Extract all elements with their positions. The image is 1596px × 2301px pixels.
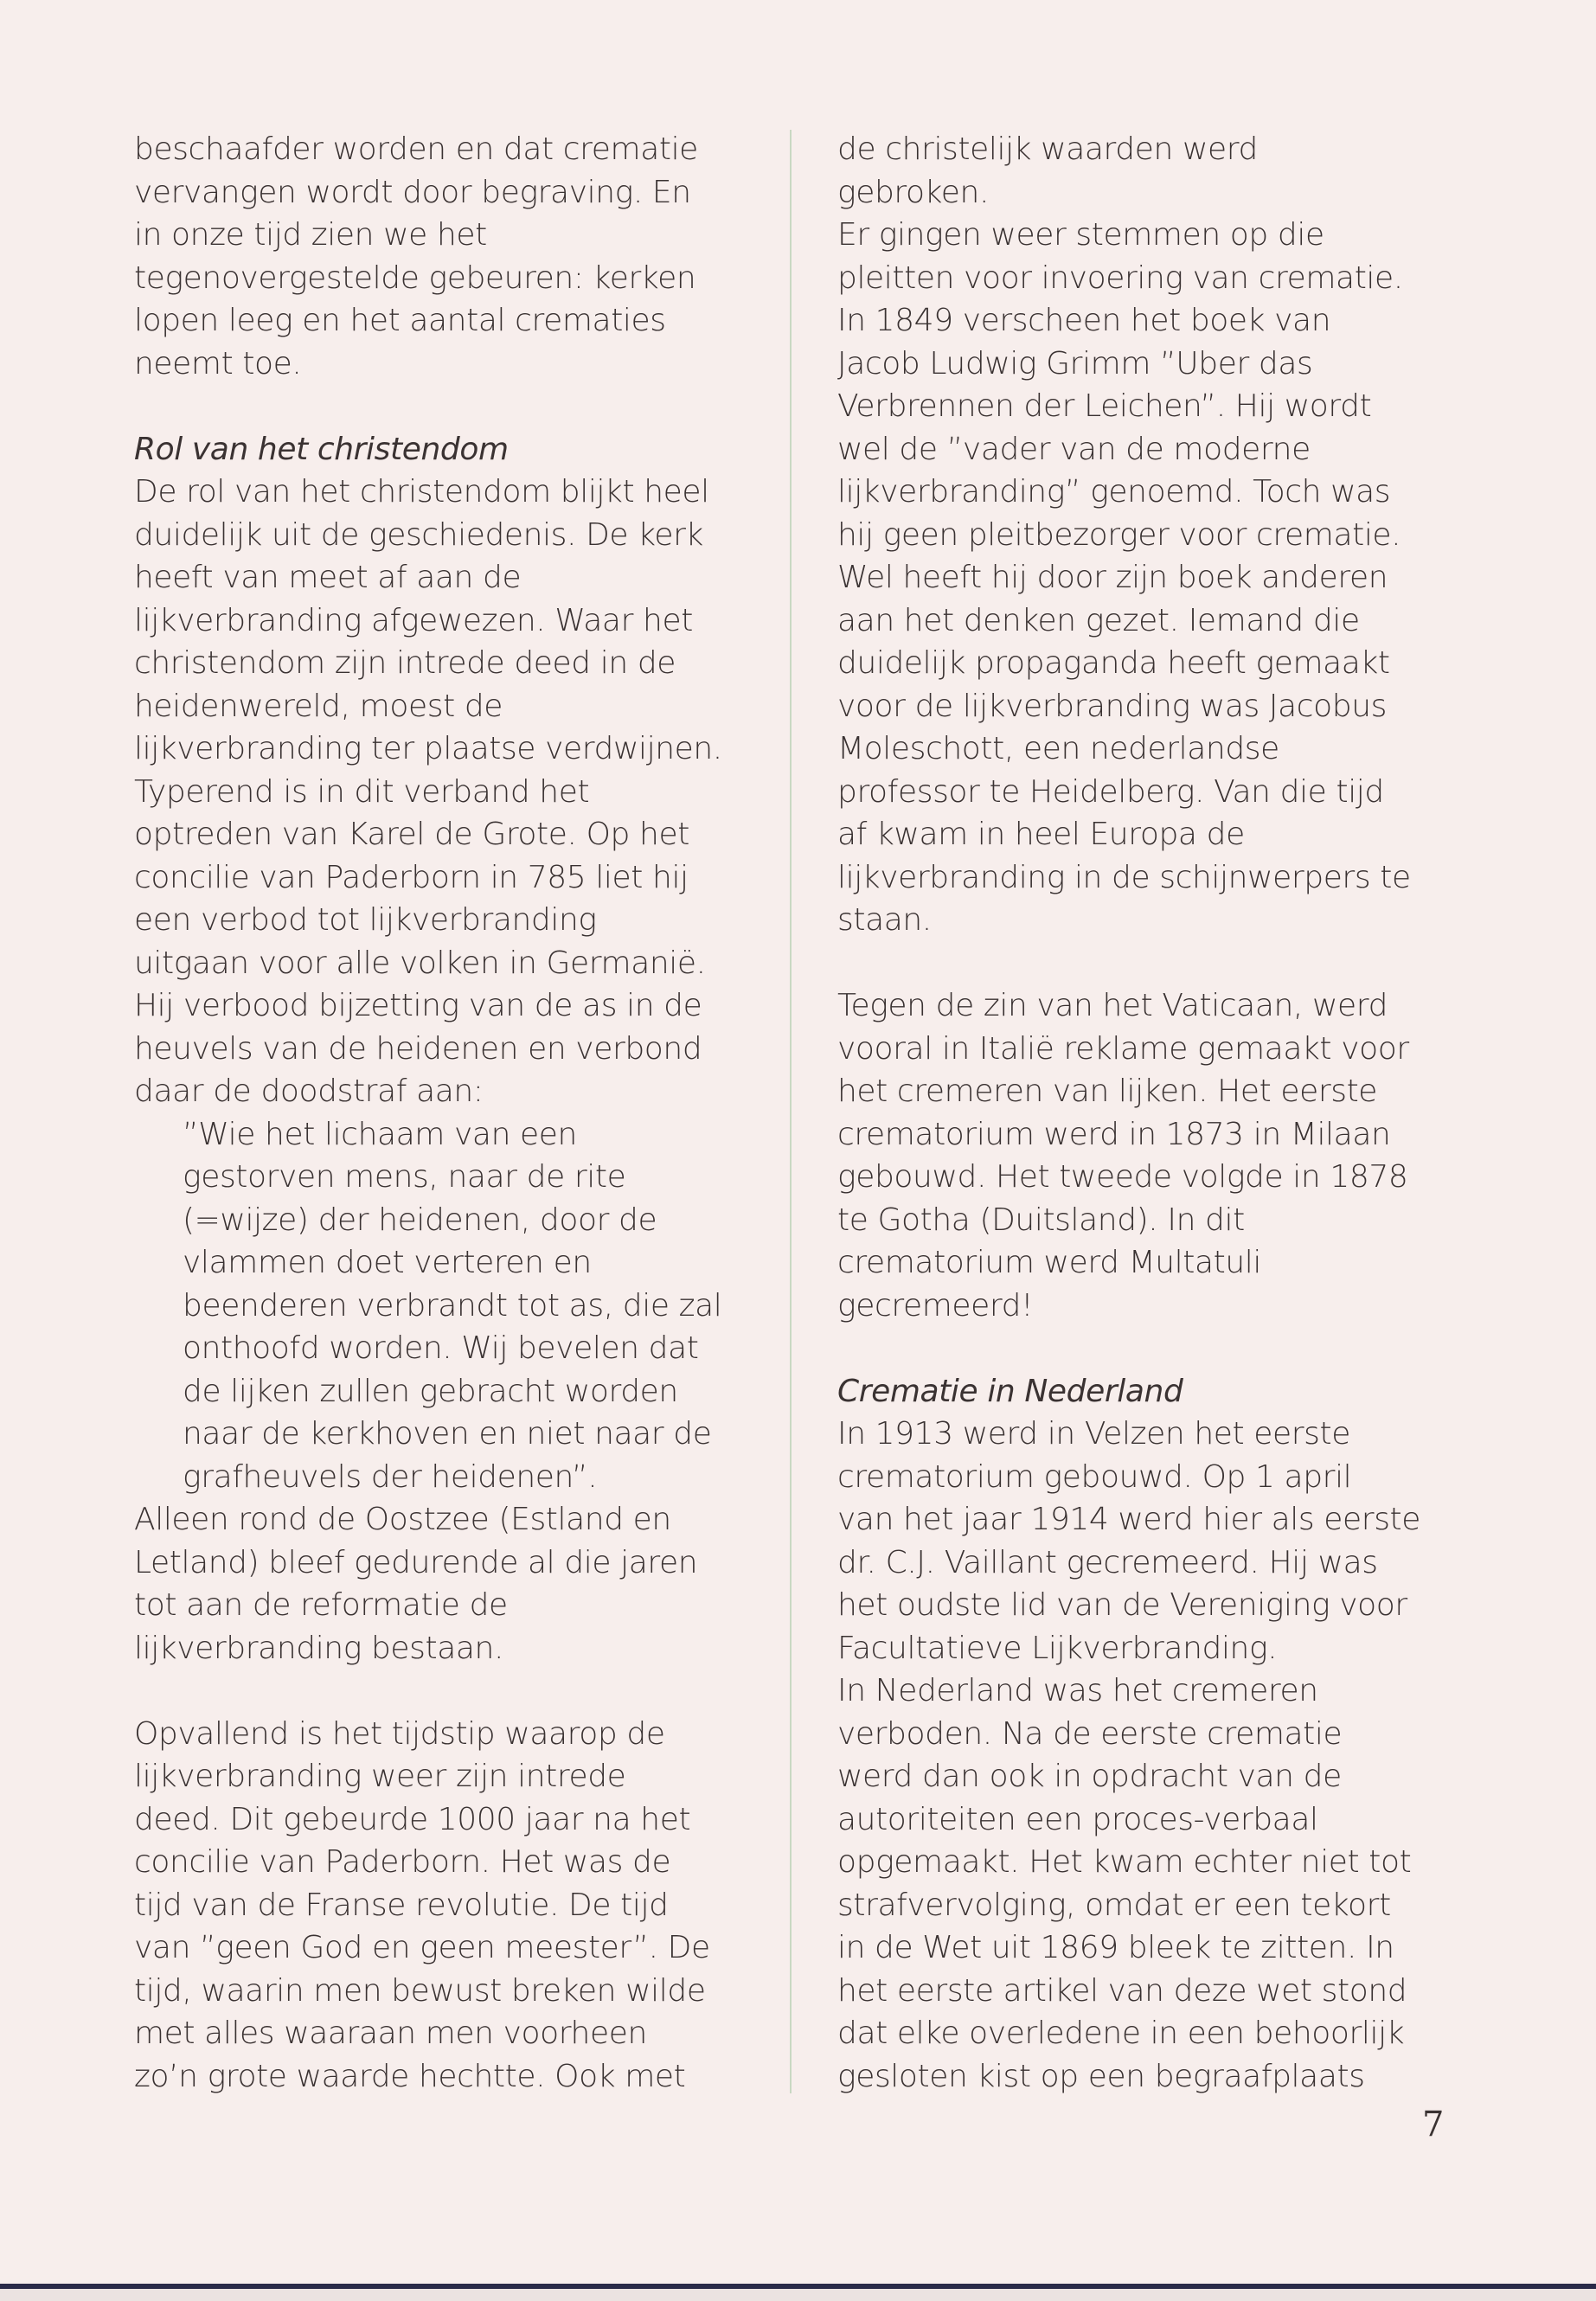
text-line: met alles waaraan men voorheen xyxy=(134,2016,647,2051)
text-line: concilie van Paderborn in 785 liet hij xyxy=(134,859,689,895)
text-line: in onze tijd zien we het xyxy=(134,217,487,253)
text-line: het eerste artikel van deze wet stond xyxy=(837,1972,1407,2009)
text-line: voor de lijkverbranding was Jacobus xyxy=(837,688,1388,724)
text-line: Wel heeft hij door zijn boek anderen xyxy=(837,560,1388,595)
text-line: Jacob Ludwig Grimm ”Uber das xyxy=(837,345,1313,381)
quote-line: onthoofd worden. Wij bevelen dat xyxy=(183,1330,699,1366)
quote-line: gestorven mens, naar de rite xyxy=(183,1159,626,1195)
paragraph-gap xyxy=(837,1327,1460,1370)
text-line: In Nederland was het cremeren xyxy=(837,1673,1318,1708)
text-line: gecremeerd! xyxy=(837,1287,1034,1324)
text-line: vooral in Italië reklame gemaakt voor xyxy=(837,1030,1409,1067)
text-line: Opvallend is het tijdstip waarop de xyxy=(134,1715,665,1752)
text-line: dr. C.J. Vaillant gecremeerd. Hij was xyxy=(837,1544,1378,1580)
text-line: Hij verbood bijzetting van de as in de xyxy=(134,988,702,1023)
text-line: crematorium gebouwd. Op 1 april xyxy=(837,1458,1352,1495)
section-heading: Rol van het christendom xyxy=(134,431,509,467)
bottom-edge-shadow xyxy=(0,2289,1596,2301)
text-line: daar de doodstraf aan: xyxy=(134,1074,484,1109)
text-line: autoriteiten een proces-verbaal xyxy=(837,1801,1318,1837)
text-line: opgemaakt. Het kwam echter niet tot xyxy=(837,1844,1412,1880)
text-line: deed. Dit gebeurde 1000 jaar na het xyxy=(134,1801,691,1837)
text-line: van het jaar 1914 werd hier als eerste xyxy=(837,1502,1421,1537)
text-line: De rol van het christendom blijkt heel xyxy=(134,474,709,510)
section-heading: Crematie in Nederland xyxy=(837,1373,1183,1409)
text-line: neemt toe. xyxy=(134,345,302,381)
text-line: zo’n grote waarde hechtte. Ook met xyxy=(134,2058,686,2094)
text-line: tegenovergestelde gebeuren: kerken xyxy=(134,260,696,296)
paragraph-gap xyxy=(134,385,792,428)
text-line: heuvels van de heidenen en verbond xyxy=(134,1030,702,1067)
quote-line: (=wijze) der heidenen, door de xyxy=(183,1202,657,1238)
text-line: uitgaan voor alle volken in Germanië. xyxy=(134,945,706,981)
text-line: Facultatieve Lijkverbranding. xyxy=(837,1630,1278,1666)
right-column xyxy=(837,128,1460,2098)
text-line: het cremeren van lijken. Het eerste xyxy=(837,1074,1378,1109)
text-line: Er gingen weer stemmen op die xyxy=(837,217,1324,253)
text-line: van ”geen God en geen meester”. De xyxy=(134,1930,710,1965)
text-line: gebroken. xyxy=(837,174,990,210)
text-line: vervangen wordt door begraving. En xyxy=(134,174,691,210)
paragraph-gap xyxy=(837,942,1460,985)
text-line: Tegen de zin van het Vaticaan, werd xyxy=(837,988,1388,1023)
text-line: tot aan de reformatie de xyxy=(134,1587,508,1623)
text-line: een verbod tot lijkverbranding xyxy=(134,902,597,938)
text-line: pleitten voor invoering van crematie. xyxy=(837,260,1403,296)
quote-line: grafheuvels der heidenen”. xyxy=(183,1458,598,1495)
text-line: af kwam in heel Europa de xyxy=(837,817,1245,852)
text-line: te Gotha (Duitsland). In dit xyxy=(837,1202,1245,1238)
text-line: aan het denken gezet. Iemand die xyxy=(837,602,1360,638)
text-line: In 1849 verscheen het boek van xyxy=(837,303,1331,338)
quote-line: beenderen verbrandt tot as, die zal xyxy=(183,1287,722,1324)
text-line: dat elke overledene in een behoorlijk xyxy=(837,2016,1405,2051)
text-line: crematorium werd in 1873 in Milaan xyxy=(837,1116,1391,1152)
text-line: lopen leeg en het aantal crematies xyxy=(134,303,666,338)
text-line: lijkverbranding ter plaatse verdwijnen. xyxy=(134,731,722,766)
text-line: Verbrennen der Leichen”. Hij wordt xyxy=(837,388,1372,424)
page-number: 7 xyxy=(1422,2105,1445,2144)
text-line: optreden van Karel de Grote. Op het xyxy=(134,817,689,852)
text-line: lijkverbranding” genoemd. Toch was xyxy=(837,474,1391,510)
text-line: Letland) bleef gedurende al die jaren xyxy=(134,1544,698,1580)
left-column xyxy=(134,128,792,2098)
text-line: wel de ”vader van de moderne xyxy=(837,431,1311,467)
text-line: in de Wet uit 1869 bleek te zitten. In xyxy=(837,1930,1394,1965)
text-line: Alleen rond de Oostzee (Estland en xyxy=(134,1502,671,1537)
text-line: de christelijk waarden werd xyxy=(837,131,1258,167)
text-line: tijd, waarin men bewust breken wilde xyxy=(134,1972,706,2009)
text-line: lijkverbranding weer zijn intrede xyxy=(134,1759,626,1794)
text-line: duidelijk uit de geschiedenis. De kerk xyxy=(134,516,703,553)
text-line: het oudste lid van de Vereniging voor xyxy=(837,1587,1407,1623)
paragraph-gap xyxy=(134,1670,792,1713)
quote-line: ”Wie het lichaam van een xyxy=(183,1116,577,1152)
text-line: christendom zijn intrede deed in de xyxy=(134,645,676,681)
text-line: heeft van meet af aan de xyxy=(134,560,522,595)
quote-line: de lijken zullen gebracht worden xyxy=(183,1373,678,1409)
text-line: tijd van de Franse revolutie. De tijd xyxy=(134,1887,669,1923)
text-line: crematorium werd Multatuli xyxy=(837,1245,1261,1280)
text-line: hij geen pleitbezorger voor crematie. xyxy=(837,516,1401,553)
text-line: Moleschott, een nederlandse xyxy=(837,731,1279,766)
text-line: lijkverbranding bestaan. xyxy=(134,1630,504,1666)
text-line: In 1913 werd in Velzen het eerste xyxy=(837,1416,1350,1452)
text-line: beschaafder worden en dat crematie xyxy=(134,131,698,167)
text-line: concilie van Paderborn. Het was de xyxy=(134,1844,671,1880)
quote-line: naar de kerkhoven en niet naar de xyxy=(183,1416,712,1452)
text-line: strafvervolging, omdat er een tekort xyxy=(837,1887,1391,1923)
text-line: lijkverbranding in de schijnwerpers te xyxy=(837,859,1411,895)
text-line: heidenwereld, moest de xyxy=(134,688,503,724)
text-line: professor te Heidelberg. Van die tijd xyxy=(837,773,1384,810)
text-line: duidelijk propaganda heeft gemaakt xyxy=(837,645,1390,681)
text-line: werd dan ook in opdracht van de xyxy=(837,1759,1342,1794)
text-line: gebouwd. Het tweede volgde in 1878 xyxy=(837,1159,1408,1195)
text-line: lijkverbranding afgewezen. Waar het xyxy=(134,602,693,638)
text-line: gesloten kist op een begraafplaats xyxy=(837,2058,1365,2094)
text-line: staan. xyxy=(837,902,932,938)
quote-line: vlammen doet verteren en xyxy=(183,1245,592,1280)
text-line: verboden. Na de eerste crematie xyxy=(837,1715,1343,1752)
text-line: Typerend is in dit verband het xyxy=(134,773,590,810)
